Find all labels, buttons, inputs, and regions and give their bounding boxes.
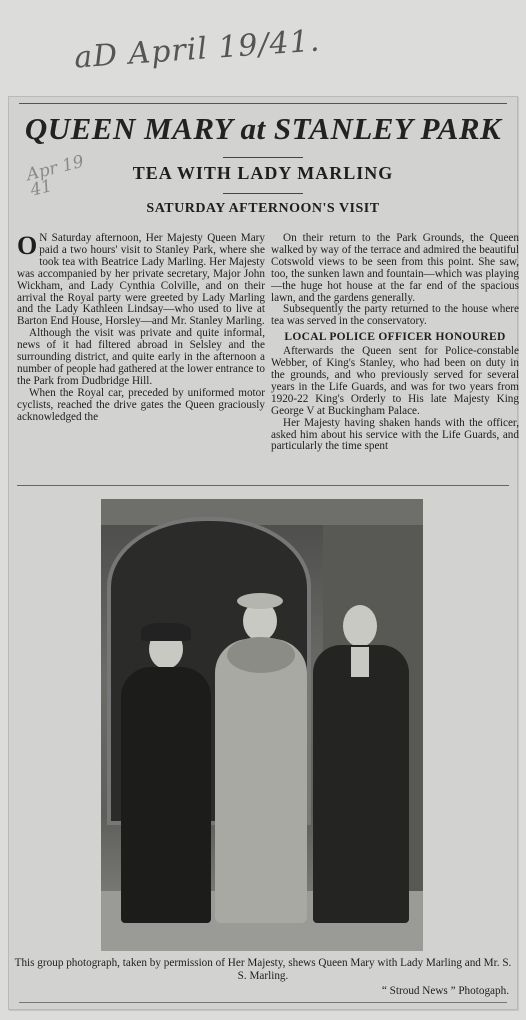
short-rule [223,193,303,194]
top-rule [19,103,507,104]
kicker: SATURDAY AFTERNOON'S VISIT [146,201,380,216]
headline: QUEEN MARY at STANLEY PARK [24,111,502,146]
paragraph: When the Royal car, preceded by uniformed motor cyclists, reached the drive gates the Queen graciously acknowledged the [17,386,265,423]
handwritten-date-note: aD April 19/41. [73,23,322,76]
newspaper-clipping [8,96,518,1010]
article-column-left [17,233,265,481]
paragraph: Subsequently the party returned to the house where tea was served in the conservatory. [271,303,519,328]
paragraph: On their return to the Park Grounds, the Queen walked by way of the terrace and admired the beautiful Cotswold views to be seen from this point. She saw, too, the sunken lawn and fountain—which was playing—the huge hot house at the far end of the spacious lawn, and the gardens generally. [271,233,519,304]
paragraph: Although the visit was private and quite informal, news of it had filtered abroad in Selsley and the surrounding district, and quite early in the afternoon a number of people had gathered at the lower entrance to the Park from Dudbridge Hill. [17,327,265,387]
section-heading: LOCAL POLICE OFFICER HONOURED [284,331,506,344]
photo-credit: “ Stroud News ” Photogaph. [381,985,509,997]
photo-caption: This group photograph, taken by permission of Her Majesty, shews Queen Mary with Lady Marling and Mr. S. S. Marling. [14,957,512,982]
handwritten-margin-note: Apr 19 41 [24,151,86,201]
short-rule [223,157,303,158]
bottom-rule [19,1002,507,1003]
subheadline: TEA WITH LADY MARLING [132,163,394,183]
figure-mr-marling [307,603,413,923]
paragraph: O N Saturday afternoon, Her Majesty Queen Mary paid a two hours' visit to Stanley Park, where she took tea with Beatrice Lady Marling. Her Majesty was accompanied by her private secretary, Major John Wickham, and Lady Cynthia Colville, and on their arrival the Royal party were greeted by Lady Marling and the Lady Kathleen Lindsay—who used to live at Barton End House, Horsley—and Mr. Stanley Marling. [17,233,265,328]
paragraph: Afterwards the Queen sent for Police-constable Webber, of King's Stanley, who had been on duty in the grounds, and who previously served for several years in the Life Guards, and was for two years from 1920-22 King's Orderly to His late Majesty King George V at Buckingham Palace. [271,345,519,417]
drop-cap: O [17,233,38,260]
paragraph: Her Majesty having shaken hands with the officer, asked him about his service with the Life Guards, and particularly the time spent [271,416,519,453]
figure-queen-mary [211,593,311,923]
article-column-right [271,233,519,481]
column-divider-rule [17,485,509,486]
figure-lady-marling [115,623,215,923]
group-photograph [101,499,423,951]
